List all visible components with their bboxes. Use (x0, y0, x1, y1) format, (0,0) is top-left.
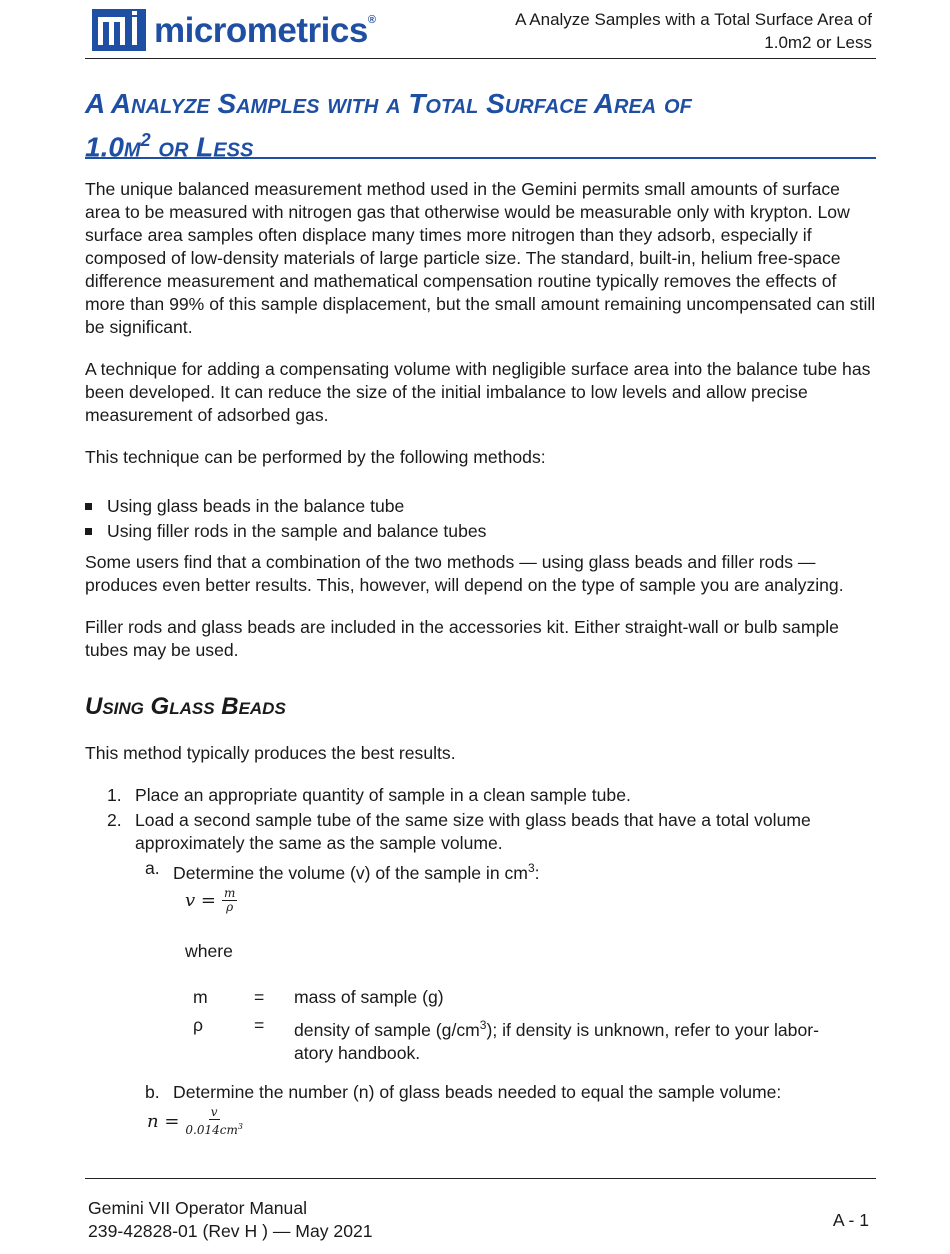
paragraph: This technique can be performed by the following methods: (85, 447, 546, 467)
variable-definitions (193, 986, 853, 1065)
where-label: where (185, 940, 233, 961)
def-description: mass of sample (g) (294, 986, 444, 1007)
step-item: 2. Load a second sample tube of the same size with glass beads that have a total volume approximately the same as the sample volume. (107, 810, 811, 853)
def-description: density of sample $(g/cm^3)$; if density is unknown, refer to your labor-atory handbook. (294, 1017, 819, 1063)
def-equals: = (254, 1014, 265, 1035)
def-symbol: ρ (193, 1014, 204, 1035)
logo-text: micrometrics® (154, 10, 376, 50)
step-list (85, 784, 876, 855)
bead-count-formula: n = $\frac{v}{0.014cm^3}$ (147, 1104, 243, 1137)
bullet-square-icon (85, 528, 92, 535)
bullet-square-icon (85, 503, 92, 510)
section-title: Using Glass Beads (85, 693, 286, 720)
header-divider (85, 58, 876, 59)
running-header-line1: A Analyze Samples with a Total Surface Area of (515, 10, 872, 29)
page-title: A Analyze Samples with a Total Surface Area of $1.0m^2$ or Less (85, 88, 692, 163)
section-intro: This method typically produces the best results. (85, 743, 456, 763)
step-item: 1. Place an appropriate quantity of sample in a clean sample tube. (107, 785, 631, 805)
substep-a: a. Determine the volume (v) of the sample in $cm^3$: (145, 858, 540, 883)
logo-mark-icon (92, 9, 146, 51)
paragraph: A technique for adding a compensating volume with negligible surface area into the balance tube has been developed. It can reduce the size of the initial imbalance to low levels and allow precise measurement of adsorbed gas. (85, 359, 871, 425)
substep-b: b. Determine the number (n) of glass beads needed to equal the sample volume: (145, 1081, 782, 1102)
list-item: Using filler rods in the sample and balance tubes (85, 520, 876, 543)
list-item: Using glass beads in the balance tube (85, 495, 876, 518)
method-list (85, 495, 876, 543)
document-body (85, 178, 876, 1137)
footer-divider (85, 1178, 876, 1179)
paragraph: The unique balanced measurement method used in the Gemini permits small amounts of surface area to be measured with nitrogen gas that otherwise would be measurable only with krypton. Low surface area samples often displace many times more nitrogen than they adsorb, especially if composed of low-density materials of large particle size. The standard, built-in, helium free-space difference measurement and mathematical compensation routine typically removes the effects of more than 99% of this sample displacement, but the small amount remaining uncompensated can still be significant. (85, 179, 876, 337)
def-equals: = (254, 986, 265, 1007)
footer-info (88, 1197, 373, 1243)
paragraph: Some users find that a combination of the two methods — using glass beads and filler rods — produces even better results. This, however, will depend on the type of sample you are analyzing. (85, 552, 844, 595)
paragraph: Filler rods and glass beads are included in the accessories kit. Either straight-wall or bulb sample tubes may be used. (85, 617, 839, 660)
title-divider (85, 157, 876, 159)
company-logo (92, 8, 375, 52)
running-header (452, 8, 872, 54)
volume-formula: v = $\frac{m}{\rho}$ (185, 885, 236, 914)
page-number: A - 1 (832, 1210, 869, 1230)
def-symbol: m (193, 986, 208, 1007)
manual-revision: 239-42828-01 (Rev H ) — May 2021 (88, 1221, 373, 1241)
running-header-line2: 1.0m2 or Less (764, 33, 872, 52)
manual-title: Gemini VII Operator Manual (88, 1198, 308, 1218)
